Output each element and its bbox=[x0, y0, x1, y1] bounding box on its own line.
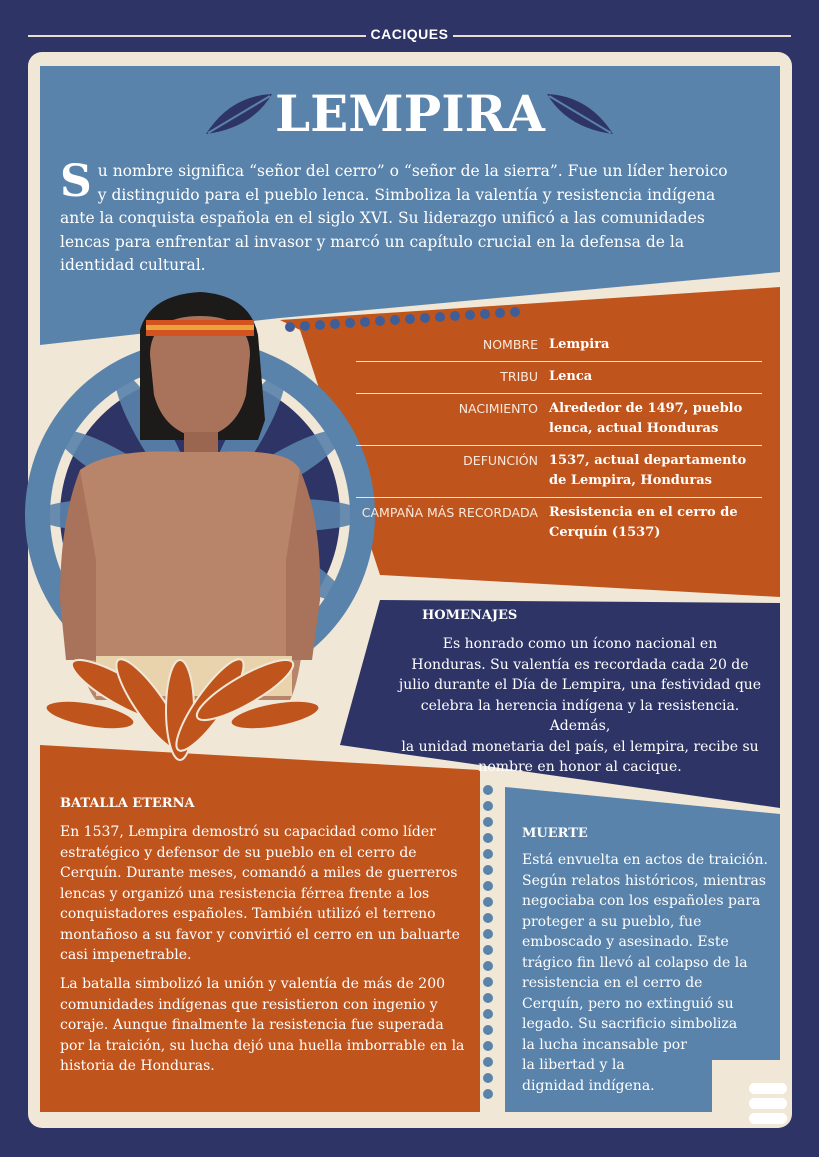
text-line: Está envuelta en actos de traición. bbox=[522, 852, 768, 868]
intro-text: u nombre significa “señor del cerro” o “señor de la sierra”. Fue un líder heroico y distinguido para el pueblo lenca. Simboliza la valentía y resistencia indígena ante la conquista española en el siglo XVI. Su liderazgo unificó a las comunidades lencas para enfrentar al invasor y marcó un capítulo crucial en la defensa de la identidad cultural. bbox=[60, 162, 728, 274]
text-line: emboscado y asesinado. Este bbox=[522, 934, 729, 950]
fact-value: Resistencia en el cerro de Cerquín (1537) bbox=[549, 505, 738, 540]
text-line: Cerquín, pero no extinguió su bbox=[522, 995, 734, 1012]
fact-label: NACIMIENTO bbox=[458, 401, 538, 416]
text-line: resistencia en el cerro de bbox=[522, 975, 703, 991]
batalla-paragraph-1: En 1537, Lempira demostró su capacidad como líder estratégico y defensor de su pueblo en el cerro de Cerquín. Durante meses, comandó a miles de guerreros lencas y organizó una resistencia férrea frente a los conquistadores españoles. También utilizó el terreno montañoso a su favor y convirtió el cerro en un baluarte casi impenetrable. bbox=[60, 824, 460, 963]
logo-bar bbox=[749, 1113, 787, 1124]
fact-value: Lenca bbox=[549, 369, 593, 384]
batalla-heading: BATALLA ETERNA bbox=[60, 796, 195, 811]
text-line: dignidad indígena. bbox=[522, 1077, 655, 1094]
logo-bar bbox=[749, 1083, 787, 1094]
drop-cap: S bbox=[60, 156, 92, 207]
text-line: Honduras. Su valentía es recordada cada 20 de bbox=[411, 656, 749, 673]
fact-row bbox=[356, 330, 762, 362]
muerte-text bbox=[522, 850, 772, 1096]
leaf-ornament bbox=[44, 650, 322, 760]
homenajes-heading: HOMENAJES bbox=[422, 608, 518, 623]
text-line: celebra la herencia indígena y la resistencia. Además, bbox=[420, 697, 740, 734]
scallop-border-vertical bbox=[483, 785, 493, 1099]
fact-row bbox=[356, 362, 762, 394]
muerte-heading: MUERTE bbox=[522, 826, 588, 841]
text-line: la libertad y la bbox=[522, 1057, 625, 1073]
fact-value: 1537, actual departamento de Lempira, Honduras bbox=[549, 453, 747, 488]
text-line: la lucha incansable por bbox=[522, 1036, 687, 1053]
text-line: Según relatos históricos, mientras bbox=[522, 872, 766, 889]
fact-label: CAMPAÑA MÁS RECORDADA bbox=[361, 505, 538, 520]
fact-row bbox=[356, 446, 762, 498]
fact-label: NOMBRE bbox=[482, 337, 538, 352]
facts-table bbox=[356, 330, 762, 549]
portrait-figure bbox=[60, 292, 320, 700]
text-line: proteger a su pueblo, fue bbox=[522, 913, 702, 930]
homenajes-text bbox=[395, 634, 765, 778]
text-line: legado. Su sacrificio simboliza bbox=[522, 1016, 738, 1032]
page-title: LEMPIRA bbox=[275, 84, 545, 143]
text-line: julio durante el Día de Lempira, una festividad que bbox=[398, 677, 762, 693]
text-line: trágico fin llevó al colapso de la bbox=[522, 954, 748, 971]
batalla-paragraph-2: La batalla simbolizó la unión y valentía de más de 200 comunidades indígenas que resistieron con ingenio y coraje. Aunque finalmente la resistencia fue superada por la traición, su lucha dejó una huella imborrable en la historia de Honduras. bbox=[60, 976, 465, 1074]
text-line: la unidad monetaria del país, el lempira, recibe su bbox=[401, 738, 759, 755]
feather-icon bbox=[200, 88, 276, 144]
feather-icon bbox=[543, 88, 619, 144]
intro-paragraph bbox=[60, 156, 740, 278]
logo-bar bbox=[749, 1098, 787, 1109]
text-line: negociaba con los españoles para bbox=[522, 893, 761, 909]
fact-row bbox=[356, 498, 762, 549]
fact-row bbox=[356, 394, 762, 446]
text-line: nombre en honor al cacique. bbox=[478, 759, 682, 775]
fact-label: DEFUNCIÓN bbox=[463, 453, 538, 468]
text-line: Es honrado como un ícono nacional en bbox=[442, 636, 718, 652]
publisher-logo-icon bbox=[743, 1077, 793, 1129]
fact-label: TRIBU bbox=[500, 369, 538, 384]
fact-value: Lempira bbox=[549, 337, 610, 352]
section-label: CACIQUES bbox=[370, 26, 449, 42]
fact-value: Alrededor de 1497, pueblo lenca, actual Honduras bbox=[549, 401, 743, 436]
